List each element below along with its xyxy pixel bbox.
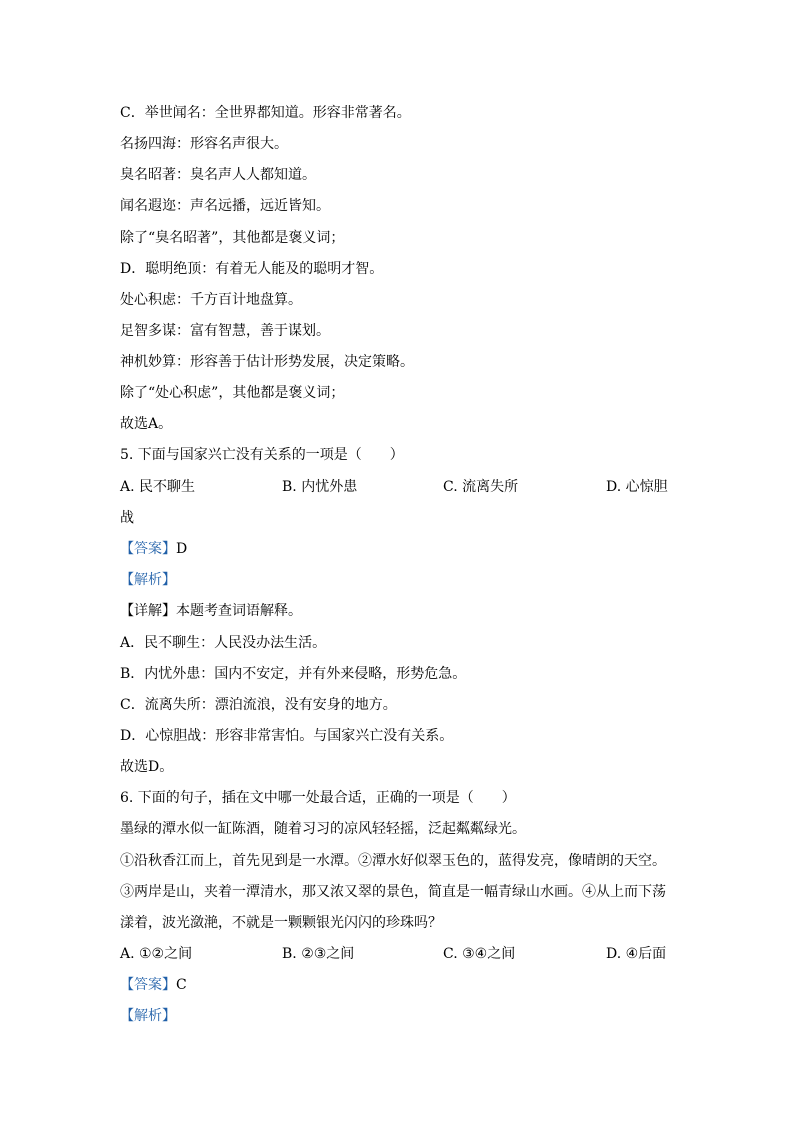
q6-passage-line: ③两岸是山，夹着一潭清水，那又浓又翠的景色，简直是一幅青绿山水画。④从上而下荡 xyxy=(120,884,666,900)
definition-line: 处心积虑：千方百计地盘算。 xyxy=(120,292,302,308)
detail-tag: 【详解】 xyxy=(120,603,176,619)
q5-analysis-tag xyxy=(120,570,176,590)
q6-sentence: 墨绿的潭水似一缸陈酒，随着习习的凉风轻轻摇，泛起粼粼绿光。 xyxy=(120,821,526,837)
q5-option-d-wrap: 战 xyxy=(120,510,134,526)
q5-option-c: C. 流离失所 xyxy=(443,479,519,495)
answer-tag: 【答案】 xyxy=(120,541,176,557)
summary-line: 除了“臭名昭著”，其他都是褒义词； xyxy=(120,230,345,246)
choose-line: 故选A。 xyxy=(120,416,173,432)
q5-answer-line xyxy=(120,539,187,559)
q5-option-b: B. 内忧外患 xyxy=(282,479,358,495)
q5-explanation-d: D．心惊胆战：形容非常害怕。与国家兴亡没有关系。 xyxy=(120,728,454,744)
q5-choose-line: 故选D。 xyxy=(120,759,174,775)
q5-detail-line xyxy=(120,601,302,621)
definition-line: 名扬四海：形容名声很大。 xyxy=(120,136,288,152)
q5-explanation-b: B．内忧外患：国内不安定，并有外来侵略，形势危急。 xyxy=(120,666,467,682)
question-6-stem: 6. 下面的句子，插在文中哪一处最合适，正确的一项是（ ） xyxy=(120,790,516,806)
q6-passage-line: ①沿秋香江而上，首先见到是一水潭。②潭水好似翠玉色的，蓝得发亮，像晴朗的天空。 xyxy=(120,853,666,869)
option-d-line: D．聪明绝顶：有着无人能及的聪明才智。 xyxy=(120,261,384,277)
q5-explanation-c: C．流离失所：漂泊流浪，没有安身的地方。 xyxy=(120,697,397,713)
q6-passage-line: 漾着，波光潋滟，不就是一颗颗银光闪闪的珍珠吗？ xyxy=(120,915,442,931)
analysis-tag: 【解析】 xyxy=(120,1008,176,1024)
q6-option-d: D. ④后面 xyxy=(606,946,667,962)
summary-line: 除了“处心积虑”，其他都是褒义词； xyxy=(120,385,345,401)
q5-option-d: D. 心惊胆 xyxy=(606,479,668,495)
q6-option-b: B. ②③之间 xyxy=(282,946,355,962)
question-5-stem: 5. 下面与国家兴亡没有关系的一项是（ ） xyxy=(120,447,404,463)
detail-text: 本题考查词语解释。 xyxy=(176,603,302,619)
definition-line: 足智多谋：富有智慧，善于谋划。 xyxy=(120,323,330,339)
answer-tag: 【答案】 xyxy=(120,977,176,993)
q5-option-a: A. 民不聊生 xyxy=(120,479,196,495)
analysis-tag: 【解析】 xyxy=(120,572,176,588)
q5-explanation-a: A．民不聊生：人民没办法生活。 xyxy=(120,635,327,651)
answer-value: D xyxy=(176,541,188,557)
definition-line: 闻名遐迩：声名远播，远近皆知。 xyxy=(120,198,330,214)
definition-line: 臭名昭著：臭名声人人都知道。 xyxy=(120,167,316,183)
q6-option-a: A. ①②之间 xyxy=(120,946,193,962)
answer-value: C xyxy=(176,977,187,993)
q6-analysis-tag xyxy=(120,1006,176,1026)
option-c-line: C．举世闻名：全世界都知道。形容非常著名。 xyxy=(120,105,411,121)
q6-option-c: C. ③④之间 xyxy=(443,946,516,962)
q6-answer-line xyxy=(120,975,187,995)
definition-line: 神机妙算：形容善于估计形势发展，决定策略。 xyxy=(120,354,414,370)
